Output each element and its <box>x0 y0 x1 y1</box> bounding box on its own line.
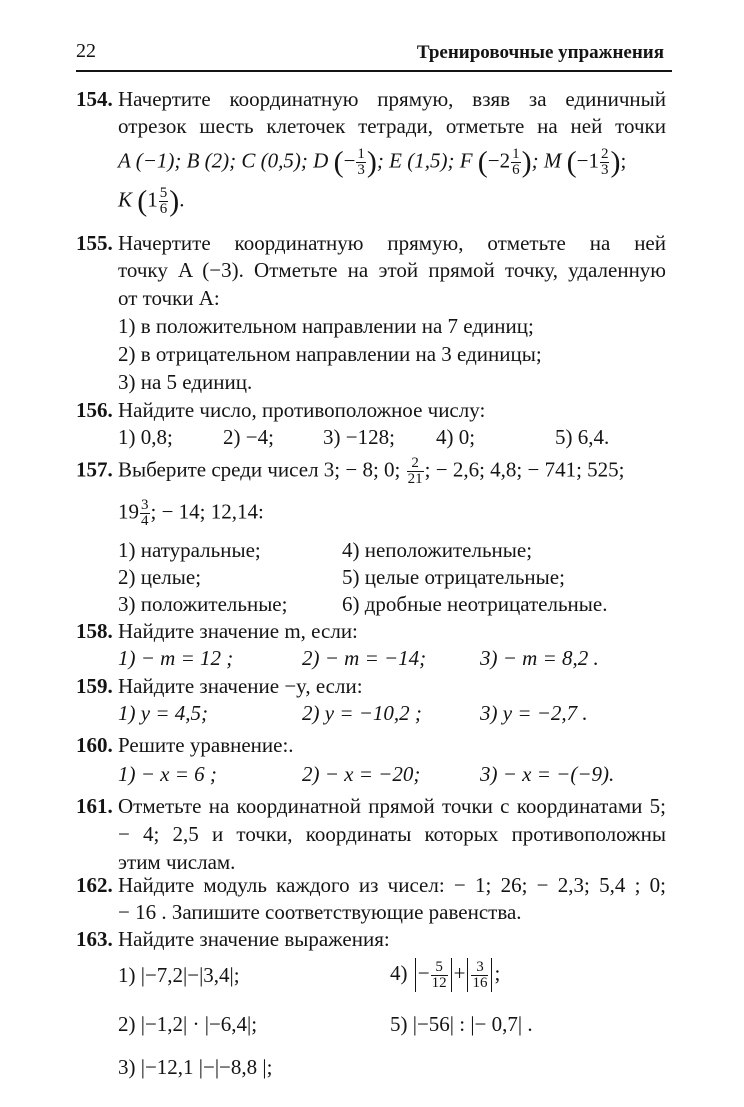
option: 1) y = 4,5; <box>118 701 208 725</box>
problem-number: 162. <box>76 873 113 897</box>
point-label: K <box>118 187 133 212</box>
problem-text: Решите уравнение:. <box>118 733 294 757</box>
problem-157-line-2 <box>118 498 264 529</box>
numerator: 3 <box>471 960 488 976</box>
problem-159-options <box>118 700 666 726</box>
problem-155-text-2: точку A (−3). Отметьте на этой прямой точку, удаленную <box>118 258 666 282</box>
problem-163-item-3: 3) |−12,1 |−|−8,8 |; <box>118 1055 273 1079</box>
option: 2) −4; <box>223 425 274 449</box>
paren: ) <box>610 145 621 179</box>
fraction <box>159 186 169 217</box>
whole-part: −2 <box>487 148 511 173</box>
problem-155-number <box>76 230 113 256</box>
problem-number: 161. <box>76 794 113 818</box>
abs-bar <box>467 958 468 992</box>
fraction <box>431 960 448 991</box>
numerator: 5 <box>431 960 448 976</box>
denominator: 16 <box>472 974 488 991</box>
option: 2) − x = −20; <box>302 762 421 786</box>
option: 2) y = −10,2 ; <box>302 701 422 725</box>
plus-sign: + <box>453 960 466 985</box>
problem-159-heading <box>76 673 363 699</box>
whole-part: 1 <box>147 187 158 212</box>
numerator: 1 <box>357 146 365 162</box>
section-title: Тренировочные упражнения <box>416 42 664 63</box>
numerator: 3 <box>141 497 149 513</box>
option: 3) −128; <box>323 425 395 449</box>
paren: ) <box>169 184 180 218</box>
paren: ) <box>366 145 377 179</box>
option: 3) − x = −(−9). <box>480 762 615 786</box>
problem-number: 156. <box>76 398 113 422</box>
option: 5) целые отрицательные; <box>342 565 565 589</box>
paren: ( <box>137 184 148 218</box>
problem-154-point-k <box>118 186 185 217</box>
problem-154-points <box>118 147 626 178</box>
abs-bar <box>491 958 492 992</box>
fraction <box>511 147 521 178</box>
punctuation: ; <box>494 960 501 985</box>
numerator: 5 <box>159 185 168 201</box>
problem-text: Найдите значение m, если: <box>118 619 358 643</box>
minus-sign: − <box>343 148 356 173</box>
numerator: 2 <box>600 146 609 162</box>
option: 6) дробные неотрицательные. <box>342 592 608 616</box>
problem-text: ; − 2,6; 4,8; − 741; 525; <box>424 457 625 482</box>
fraction <box>600 147 610 178</box>
problem-155-item-2: 2) в отрицательном направлении на 3 единицы; <box>118 342 542 366</box>
problem-156-heading <box>76 397 485 423</box>
option: 3) − m = 8,2 . <box>480 646 599 670</box>
numerator: 2 <box>407 456 424 472</box>
option: 1) − x = 6 ; <box>118 762 217 786</box>
problem-154-text-1: Начертите координатную прямую, взяв за единичный <box>118 87 666 111</box>
point-label: ; M <box>531 148 562 173</box>
problem-text: Найдите число, противоположное числу: <box>118 398 486 422</box>
problem-157-line-1 <box>76 456 625 487</box>
problem-163-item-1: 1) |−7,2|−|3,4|; <box>118 963 240 987</box>
problem-number: 155. <box>76 231 113 255</box>
points-list: A (−1); B (2); C (0,5); D <box>118 148 329 173</box>
problem-160-heading <box>76 732 294 758</box>
option: 3) положительные; <box>118 592 288 616</box>
problem-text: Выберите среди чисел 3; − 8; 0; <box>118 457 401 482</box>
problem-158-options <box>118 645 666 671</box>
punctuation: . <box>179 187 185 212</box>
abs-bar <box>451 958 452 992</box>
denominator: 4 <box>141 513 149 529</box>
problem-156-options <box>118 424 666 450</box>
denominator: 12 <box>431 974 447 991</box>
problem-163-item-5: 5) |−56| : |− 0,7| . <box>390 1012 533 1036</box>
page-number: 22 <box>76 40 96 62</box>
problem-157-options-row-2 <box>118 564 666 590</box>
denominator: 3 <box>600 162 609 178</box>
paren: ( <box>333 145 344 179</box>
option: 4) 0; <box>436 425 476 449</box>
problem-number: 158. <box>76 619 113 643</box>
option: 1) 0,8; <box>118 425 173 449</box>
punctuation: ; <box>620 148 627 173</box>
header-rule <box>76 70 672 72</box>
problem-text: Найдите значение выражения: <box>118 927 390 951</box>
problem-154-text-2: отрезок шесть клеточек тетради, отметьте на ней точки <box>118 114 666 138</box>
problem-161-text-3: этим числам. <box>118 850 236 874</box>
option: 1) − m = 12 ; <box>118 646 234 670</box>
option: 3) y = −2,7 . <box>480 701 588 725</box>
abs-bar <box>415 958 416 992</box>
fraction <box>471 960 488 991</box>
paren: ( <box>477 145 488 179</box>
problem-163-item-2: 2) |−1,2| · |−6,4|; <box>118 1012 258 1036</box>
problem-155-item-3: 3) на 5 единиц. <box>118 370 253 394</box>
paren: ) <box>521 145 532 179</box>
problem-155-text-3: от точки A: <box>118 286 220 310</box>
fraction <box>407 456 424 487</box>
option: 5) 6,4. <box>555 425 610 449</box>
problem-number: 163. <box>76 927 113 951</box>
denominator: 6 <box>512 162 520 178</box>
problem-154-line-1 <box>76 86 113 112</box>
minus-sign: − <box>417 960 430 985</box>
problem-number: 159. <box>76 674 113 698</box>
denominator: 6 <box>159 201 168 217</box>
problem-155-item-1: 1) в положительном направлении на 7 единиц; <box>118 314 534 338</box>
problem-161-text-2: − 4; 2,5 и точки, координаты которых противоположны <box>118 822 666 846</box>
problem-number: 154. <box>76 87 113 111</box>
problem-number: 157. <box>76 457 113 482</box>
problem-158-heading <box>76 618 358 644</box>
whole-part: −1 <box>576 148 599 173</box>
option: 2) − m = −14; <box>302 646 427 670</box>
denominator: 3 <box>357 162 365 178</box>
option: 2) целые; <box>118 565 202 589</box>
problem-161-number <box>76 793 113 819</box>
fraction <box>140 498 150 529</box>
problem-number: 160. <box>76 733 113 757</box>
problem-163-heading <box>76 926 390 952</box>
problem-162-text-2: − 16 . Запишите соответствующие равенства. <box>118 900 522 924</box>
option: 1) натуральные; <box>118 538 261 562</box>
problem-162-text-1: Найдите модуль каждого из чисел: − 1; 26; − 2,3; 5,4 ; 0; <box>118 873 666 897</box>
problem-text: Найдите значение −y, если: <box>118 674 363 698</box>
problem-text: ; − 14; 12,14: <box>150 499 264 524</box>
paren: ( <box>566 145 577 179</box>
problem-155-text-1: Начертите координатную прямую, отметьте на ней <box>118 231 666 255</box>
problem-162-number <box>76 872 113 898</box>
numerator: 1 <box>512 146 520 162</box>
problem-163-item-4 <box>390 958 500 992</box>
item-label: 4) <box>390 960 408 985</box>
problem-160-options <box>118 761 666 787</box>
problem-157-options-row-1 <box>118 537 666 563</box>
fraction <box>356 147 366 178</box>
points-list: ; E (1,5); F <box>376 148 473 173</box>
option: 4) неположительные; <box>342 538 533 562</box>
problem-161-text-1: Отметьте на координатной прямой точки с координатами 5; <box>118 794 666 818</box>
problem-157-options-row-3 <box>118 591 666 617</box>
denominator: 21 <box>407 471 423 487</box>
whole-part: 19 <box>118 499 139 524</box>
